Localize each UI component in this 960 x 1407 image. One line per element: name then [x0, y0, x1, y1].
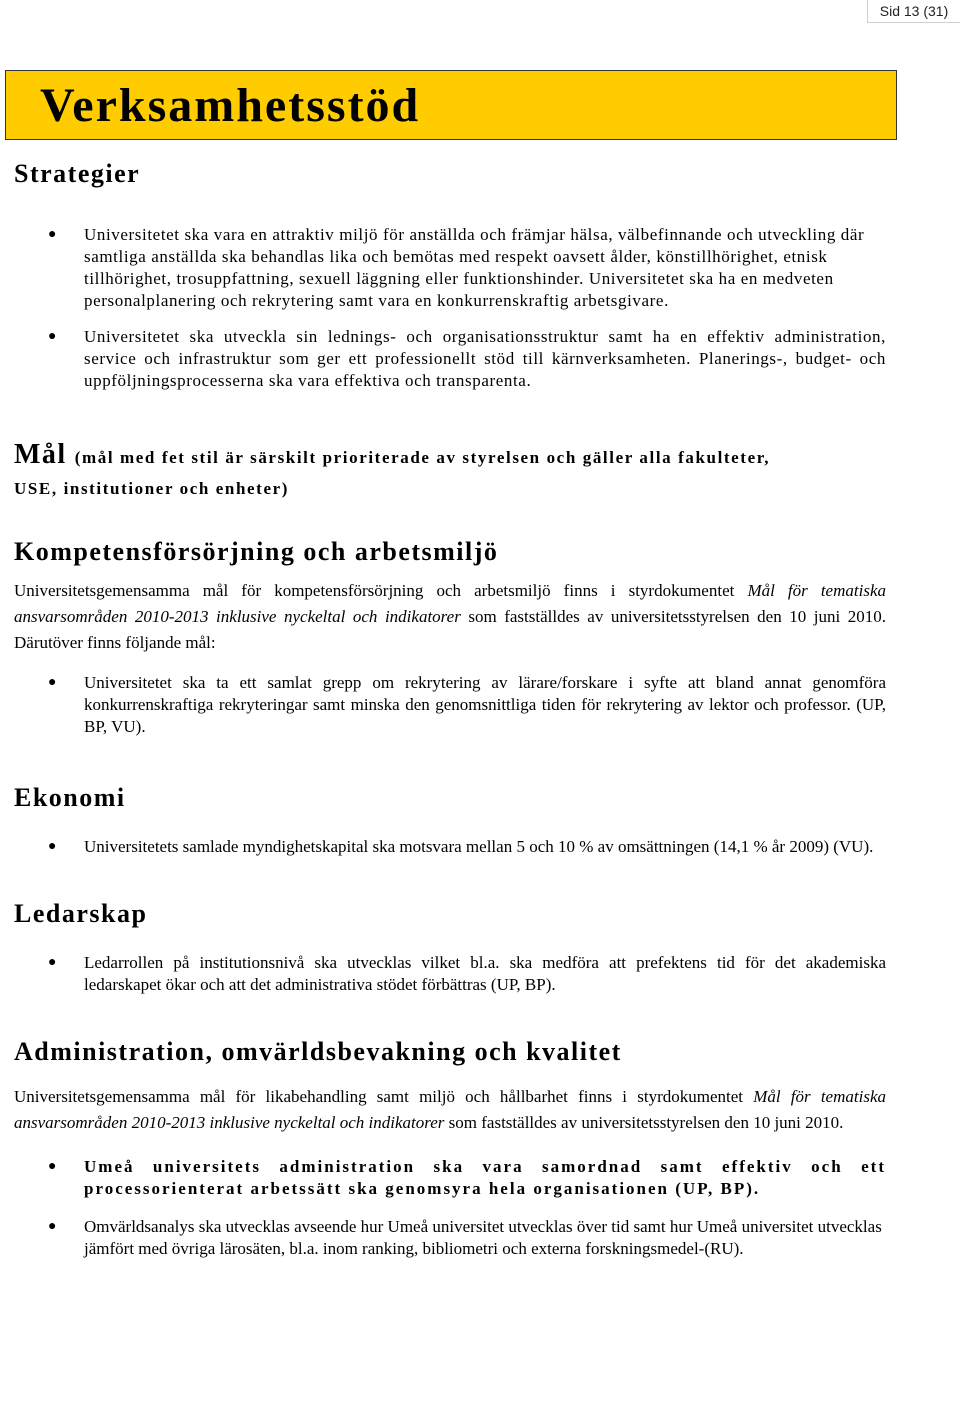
section-heading-ekonomi: Ekonomi	[14, 783, 126, 812]
page-title: Verksamhetsstöd	[40, 79, 421, 132]
kompetens-intro-text: Universitetsgemensamma mål för kompetensförsörjning och arbetsmiljö finns i styrdokumentet	[14, 581, 748, 600]
bullet-icon: ●	[48, 329, 58, 344]
title-banner	[5, 70, 897, 140]
bullet-icon: ●	[48, 675, 57, 690]
administration-intro-tail: som fastställdes av universitetsstyrelsen den 10 juni 2010.	[444, 1113, 844, 1132]
bullet-icon: ●	[48, 839, 57, 854]
list-item	[14, 952, 886, 996]
list-item-text: Universitetet ska vara en attraktiv miljö för anställda och främjar hälsa, välbefinnande och utveckling där samtliga anställda ska behandlas lika och bemötas med respekt oavsett ålder, könstillhörighet, etnisk tillhörighet, trosuppfattning, sexuell läggning eller funktionshinder. Universitetet ska ha en medveten personalplanering och rekrytering samt vara en konkurrenskraftig arbetsgivare.	[84, 225, 865, 310]
kompetens-intro	[14, 578, 886, 656]
mal-block	[14, 438, 886, 502]
administration-intro	[14, 1084, 886, 1136]
mal-heading: Mål	[14, 439, 67, 470]
list-item-prioritized	[14, 1156, 886, 1200]
list-item-text: Universitetet ska ta ett samlat grepp om rekrytering av lärare/forskare i syfte att bland annat genomföra konkurrenskraftiga rekryteringar samt minska den genomsnittliga tiden för rekrytering av lektor och professor. (UP, BP, VU).	[84, 673, 886, 736]
document-body	[14, 158, 886, 1260]
mal-note: (mål med fet stil är särskilt prioriterade av styrelsen och gäller alla fakulteter,	[74, 448, 771, 467]
kompetens-list	[14, 672, 886, 738]
administration-document-name: Mål för tematiska ansvarsområden 2010-2013 inklusive nyckeltal och indikatorer	[14, 1087, 886, 1132]
kompetens-intro-tail: som fastställdes av universitetsstyrelsen den 10 juni 2010. Därutöver finns följande mål:	[14, 607, 887, 652]
strategier-list	[14, 224, 886, 392]
list-item	[14, 836, 886, 858]
section-heading-administration: Administration, omvärldsbevakning och kvalitet	[14, 1037, 622, 1066]
list-item-text: Umeå universitets administration ska vara samordnad samt effektiv och ett processorienterat arbetssätt ska genomsyra hela organisationen (UP, BP).	[84, 1157, 886, 1198]
mal-heading-line	[14, 438, 886, 476]
kompetens-document-name: Mål för tematiska ansvarsområden 2010-2013 inklusive nyckeltal och indikatorer	[14, 581, 886, 626]
ekonomi-list	[14, 836, 886, 858]
administration-list	[14, 1156, 886, 1260]
list-item-text: Universitetets samlade myndighetskapital ska motsvara mellan 5 och 10 % av omsättningen (14,1 % år 2009) (VU).	[84, 837, 874, 856]
section-heading-strategier: Strategier	[14, 159, 141, 188]
list-item-text: Universitetet ska utveckla sin lednings- och organisationsstruktur samt ha en effektiv administration, service och infrastruktur som ger ett professionellt stöd till kärnverksamheten. Planerings-, budget- och uppföljningsprocesserna ska vara effektiva och transparenta.	[84, 327, 886, 390]
list-item-text: Omvärldsanalys ska utvecklas avseende hur Umeå universitet utvecklas över tid samt hur Umeå universitet utvecklas jämfört med övriga lärosäten, bl.a. inom ranking, bibliometri och externa forskningsmedel-(RU).	[84, 1217, 882, 1258]
section-heading-ledarskap: Ledarskap	[14, 899, 148, 928]
bullet-icon: ●	[48, 1159, 57, 1174]
ledarskap-list	[14, 952, 886, 996]
mal-note-continued: USE, institutioner och enheter)	[14, 479, 289, 498]
page-number: Sid 13 (31)	[867, 0, 960, 23]
bullet-icon: ●	[48, 1219, 57, 1234]
section-heading-kompetens: Kompetensförsörjning och arbetsmiljö	[14, 537, 499, 566]
list-item-text: Ledarrollen på institutionsnivå ska utvecklas vilket bl.a. ska medföra att prefektens tid för det akademiska ledarskapet ökar och att det administrativa stödet förbättras (UP, BP).	[84, 953, 886, 994]
list-item	[14, 224, 886, 312]
bullet-icon: ●	[48, 955, 57, 970]
administration-intro-text: Universitetsgemensamma mål för likabehandling samt miljö och hållbarhet finns i styrdokumentet	[14, 1087, 754, 1106]
list-item	[14, 1216, 886, 1260]
bullet-icon: ●	[48, 227, 58, 242]
list-item	[14, 326, 886, 392]
list-item	[14, 672, 886, 738]
